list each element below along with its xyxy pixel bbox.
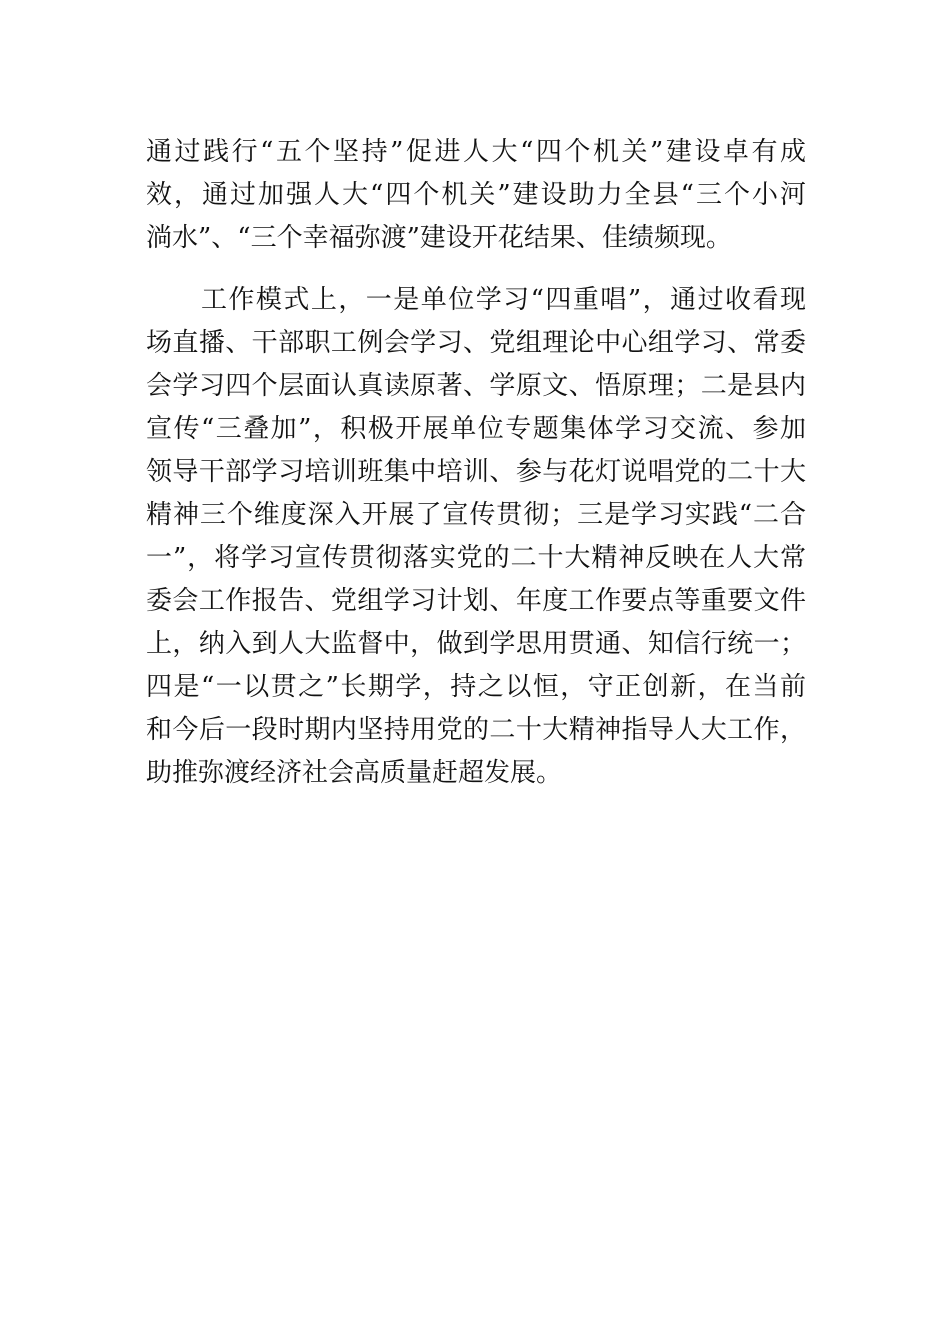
text-line: 和今后一段时期内坚持用党的二十大精神指导人大工作， [146, 715, 806, 745]
text-line: 精神三个维度深入开展了宣传贯彻；三是学习实践“二合 [146, 500, 806, 530]
text-line: 通过践行“五个坚持”促进人大“四个机关”建设卓有成 [146, 137, 806, 167]
text-line: 宣传“三叠加”，积极开展单位专题集体学习交流、参加 [146, 414, 806, 444]
text-line: 工作模式上，一是单位学习“四重唱”，通过收看现 [146, 285, 806, 315]
text-line: 淌水”、“三个幸福弥渡”建设开花结果、佳绩频现。 [146, 223, 732, 253]
text-line: 领导干部学习培训班集中培训、参与花灯说唱党的二十大 [146, 457, 806, 487]
text-line: 场直播、干部职工例会学习、党组理论中心组学习、常委 [146, 328, 806, 358]
text-line: 助推弥渡经济社会高质量赶超发展。 [146, 758, 563, 788]
text-line: 效，通过加强人大“四个机关”建设助力全县“三个小河 [146, 180, 806, 210]
text-line: 会学习四个层面认真读原著、学原文、悟原理；二是县内 [146, 371, 806, 401]
document-body [146, 131, 806, 795]
paragraph-2 [146, 279, 806, 795]
text-line: 委会工作报告、党组学习计划、年度工作要点等重要文件 [146, 586, 806, 616]
text-line: 一”，将学习宣传贯彻落实党的二十大精神反映在人大常 [146, 543, 806, 573]
text-line: 四是“一以贯之”长期学，持之以恒，守正创新，在当前 [146, 672, 806, 702]
paragraph-gap [146, 260, 806, 279]
text-line: 上，纳入到人大监督中，做到学思用贯通、知信行统一； [146, 629, 806, 659]
paragraph-1 [146, 131, 806, 260]
